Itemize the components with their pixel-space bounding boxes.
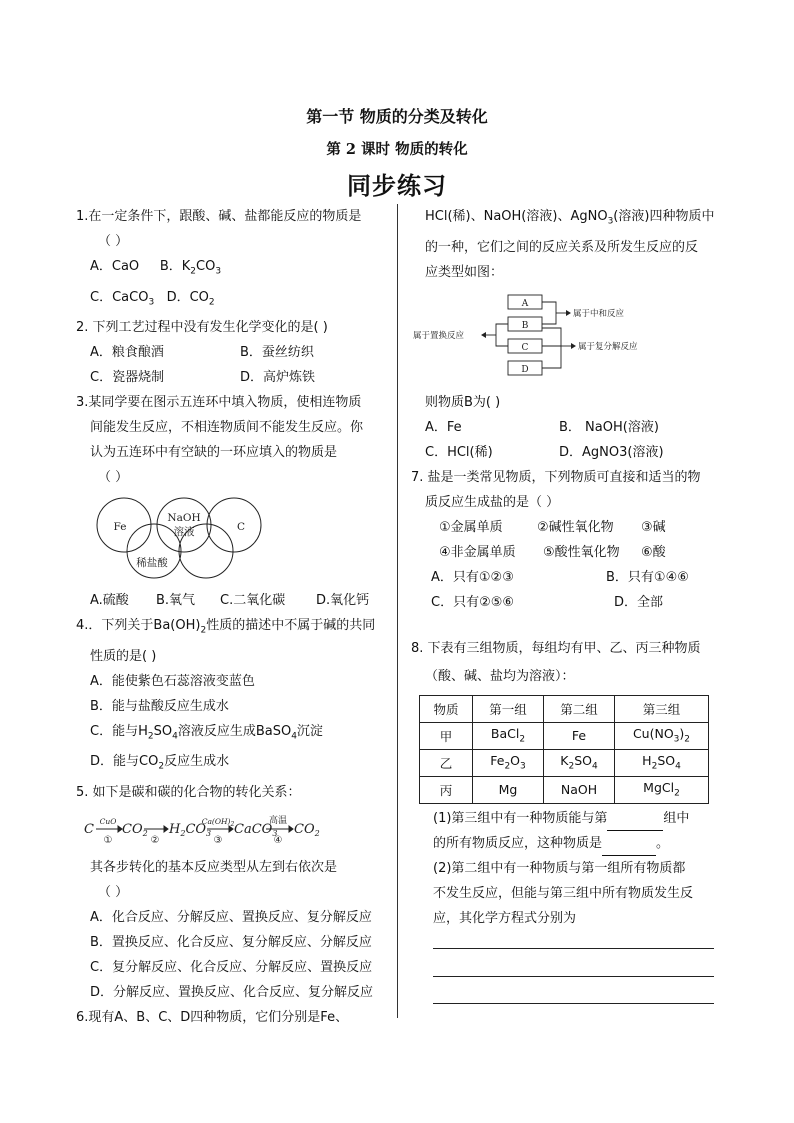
q7-item-2: ②碱性氧化物 — [537, 519, 614, 535]
q6-line-3: 应类型如图： — [425, 264, 504, 280]
q6-option-b: B． NaOH(溶液) — [559, 419, 659, 435]
question-7 — [411, 465, 741, 615]
q1-option-b: B．$K_2CO_3$ — [159, 259, 222, 277]
q5-paren: （ ） — [98, 884, 129, 900]
table-row — [420, 749, 709, 776]
ring-c-label: C — [236, 521, 246, 534]
q7-line-1: 7. 盐是一类常见物质，下列物质可直接和适当的物 — [411, 469, 701, 485]
q1-paren: （ ） — [98, 234, 129, 249]
q7-item-5: ⑤酸性氧化物 — [543, 544, 620, 560]
table-cell: 甲 — [420, 722, 473, 749]
label-double-decomposition: 属于复分解反应 — [578, 341, 638, 352]
exercise-heading: 同步练习 — [347, 172, 447, 200]
ring-naoh-label-2: 溶液 — [173, 526, 195, 539]
q7-item-6: ⑥酸 — [641, 544, 666, 560]
substance-table — [419, 695, 709, 804]
chain-co2-2: $CO_2$ — [294, 821, 320, 838]
chain-h2co3: $H_2CO_3$ — [169, 821, 212, 838]
answer-blank-group[interactable] — [607, 816, 663, 831]
q7-item-4: ④非金属单质 — [439, 544, 516, 560]
table-cell: NaOH — [544, 776, 615, 803]
reaction-relation-diagram — [411, 291, 661, 385]
ring-hcl-label: 稀盐酸 — [136, 557, 168, 570]
q2-option-d: D．高炉炼铁 — [240, 370, 316, 386]
table-header-row — [420, 695, 709, 722]
box-c-label: C — [521, 342, 529, 353]
five-ring-diagram — [94, 492, 294, 587]
ring-fe-label: Fe — [113, 521, 127, 534]
q1-option-d: D．$CO_2$ — [166, 289, 215, 308]
table-cell: MgCl$_2$ — [615, 776, 709, 803]
q6-option-a: A．Fe — [425, 419, 462, 435]
table-cell: $Cu(NO_3)_2$ — [615, 722, 709, 749]
q1-options-ab — [76, 254, 391, 285]
table-cell: 乙 — [420, 749, 473, 776]
q8-sub2-line-2: 不发生反应，但能与第三组中所有物质发生反 — [433, 885, 694, 901]
question-5 — [76, 780, 391, 1005]
q4-option-c: C．能与$H_2SO_4$溶液反应生成BaSO$_4$沉淀 — [90, 723, 323, 742]
q4-stem-2: 性质的是( ) — [90, 648, 157, 664]
chain-cond-cuo: CuO — [99, 816, 117, 826]
chain-step-3: ③ — [213, 834, 223, 846]
table-cell: $K_2SO_4$ — [544, 749, 615, 776]
table-cell: $Fe_2O_3$ — [473, 749, 544, 776]
table-cell: $H_2SO_4$ — [615, 749, 709, 776]
answer-line-3[interactable] — [433, 1003, 714, 1004]
q3-paren: （ ） — [98, 470, 129, 486]
q7-item-3: ③碱 — [641, 519, 666, 535]
q3-option-b: B.氧气 — [156, 593, 196, 609]
q4-stem: 4.．下列关于$Ba(OH)_2$性质的描述中不属于碱的共同 — [76, 618, 376, 636]
q6-line-2: 的一种，它们之间的反应关系及所发生反应的反 — [425, 239, 699, 255]
question-8 — [411, 636, 741, 931]
q7-option-d: D．全部 — [614, 594, 664, 610]
q3-line-3: 认为五连环中有空缺的一环应填入的物质是 — [90, 445, 338, 461]
q6-line-1: HCl(稀)、NaOH(溶液)、AgNO$_3$(溶液)四种物质中 — [425, 209, 715, 227]
q3-line-1: 3.某同学要在图示五连环中填入物质，使相连物质 — [76, 395, 362, 411]
ring-c — [207, 498, 261, 552]
q7-option-a: A．只有①②③ — [431, 569, 514, 585]
q7-item-1: ①金属单质 — [439, 519, 503, 535]
section-title: 第一节 物质的分类及转化 — [306, 107, 488, 126]
box-a-label: A — [521, 298, 529, 309]
table-cell: Mg — [473, 776, 544, 803]
chain-step-2: ② — [150, 834, 160, 846]
q2-option-b: B．蚕丝纺织 — [240, 345, 314, 361]
lesson-title: 第 2 课时 物质的转化 — [326, 141, 468, 158]
table-header: 第三组 — [615, 695, 709, 722]
q6-stem-start: 6.现有A、B、C、D四种物质，它们分别是Fe、 — [76, 1009, 349, 1025]
q4-option-d: D．能与$CO_2$反应生成水 — [90, 754, 230, 772]
question-1 — [76, 204, 391, 315]
question-3 — [76, 390, 391, 613]
column-divider — [397, 204, 398, 1018]
q7-option-b: B．只有①④⑥ — [606, 569, 689, 585]
chain-cond-caoh2: $Ca(OH)_2$ — [201, 816, 235, 828]
q4-option-b: B．能与盐酸反应生成水 — [90, 698, 229, 714]
table-header: 第二组 — [544, 695, 615, 722]
q5-option-b: B．置换反应、化合反应、复分解反应、分解反应 — [90, 934, 372, 950]
q7-option-c: C．只有②⑤⑥ — [431, 594, 515, 610]
box-b-label: B — [521, 320, 529, 331]
chain-c: C — [84, 821, 94, 837]
question-4 — [76, 613, 391, 780]
carbon-conversion-chain — [84, 809, 324, 849]
q6-option-d: D．AgNO3(溶液) — [559, 444, 664, 460]
q8-sub1-line-1: (1)第三组中有一种物质能与第 组中 — [411, 806, 741, 831]
chain-caco3: CaCO$_3$ — [234, 821, 278, 838]
q3-options — [76, 588, 391, 613]
q3-option-c: C.二氧化碳 — [220, 593, 286, 609]
ring-naoh — [157, 498, 211, 552]
q7-line-2: 质反应生成盐的是（ ） — [425, 494, 560, 510]
question-6-continued — [411, 204, 741, 465]
table-cell: 丙 — [420, 776, 473, 803]
q1-option-c: C．CaCO$_3$ — [90, 289, 155, 308]
q8-sub1-line-2: 的所有物质反应，这种物质是 。 — [411, 831, 741, 856]
right-column — [411, 204, 741, 931]
q6-ask: 则物质B为( ) — [425, 394, 501, 410]
label-neutralization: 属于中和反应 — [573, 308, 625, 319]
chain-cond-hightemp: 高温 — [268, 815, 288, 826]
q5-option-d: D．分解反应、置换反应、化合反应、复分解反应 — [90, 984, 374, 1000]
q8-sub2-line-3: 应，其化学方程式分别为 — [433, 910, 577, 926]
q4-option-a: A．能使紫色石蕊溶液变蓝色 — [90, 673, 255, 689]
table-row — [420, 776, 709, 803]
q3-line-2: 间能发生反应，不相连物质间不能发生反应。你 — [90, 420, 364, 436]
chain-step-4: ④ — [273, 834, 283, 846]
q3-option-a: A.硫酸 — [90, 593, 129, 609]
q1-option-a: A．CaO — [90, 259, 140, 274]
box-d-label: D — [521, 364, 529, 375]
table-header: 第一组 — [473, 695, 544, 722]
table-cell: Fe — [544, 722, 615, 749]
chain-co2-1: $CO_2$ — [122, 821, 148, 838]
q1-stem: 1.在一定条件下，跟酸、碱、盐都能反应的物质是 — [76, 209, 362, 224]
answer-line-2[interactable] — [433, 976, 714, 977]
q2-option-c: C．瓷器烧制 — [90, 370, 165, 386]
q2-option-a: A．粮食酿酒 — [90, 345, 164, 361]
label-displacement: 属于置换反应 — [413, 330, 465, 341]
answer-line-1[interactable] — [433, 948, 714, 949]
table-header: 物质 — [420, 695, 473, 722]
q8-line-1: 8. 下表有三组物质，每组均有甲、乙、丙三种物质 — [411, 640, 701, 656]
q3-option-d: D.氧化钙 — [316, 593, 370, 609]
q5-stem: 5. 如下是碳和碳的化合物的转化关系： — [76, 784, 301, 800]
table-cell: BaCl$_2$ — [473, 722, 544, 749]
q8-line-2: （酸、碱、盐均为溶液）： — [425, 668, 575, 684]
left-column — [76, 204, 391, 1030]
ring-naoh-label: NaOH — [167, 512, 201, 525]
q6-option-c: C．HCl(稀) — [425, 444, 493, 460]
q5-option-c: C．复分解反应、化合反应、分解反应、置换反应 — [90, 959, 373, 975]
q5-ask: 其各步转化的基本反应类型从左到右依次是 — [90, 859, 338, 875]
question-2 — [76, 315, 391, 390]
q5-option-a: A．化合反应、分解反应、置换反应、复分解反应 — [90, 909, 372, 925]
q2-stem: 2. 下列工艺过程中没有发生化学变化的是( ) — [76, 320, 328, 336]
q1-options-cd — [76, 285, 391, 316]
answer-blank-substance[interactable] — [602, 841, 656, 856]
table-row — [420, 722, 709, 749]
q8-sub2-line-1: (2)第二组中有一种物质与第一组所有物质都 — [433, 860, 686, 876]
chain-step-1: ① — [103, 834, 113, 846]
